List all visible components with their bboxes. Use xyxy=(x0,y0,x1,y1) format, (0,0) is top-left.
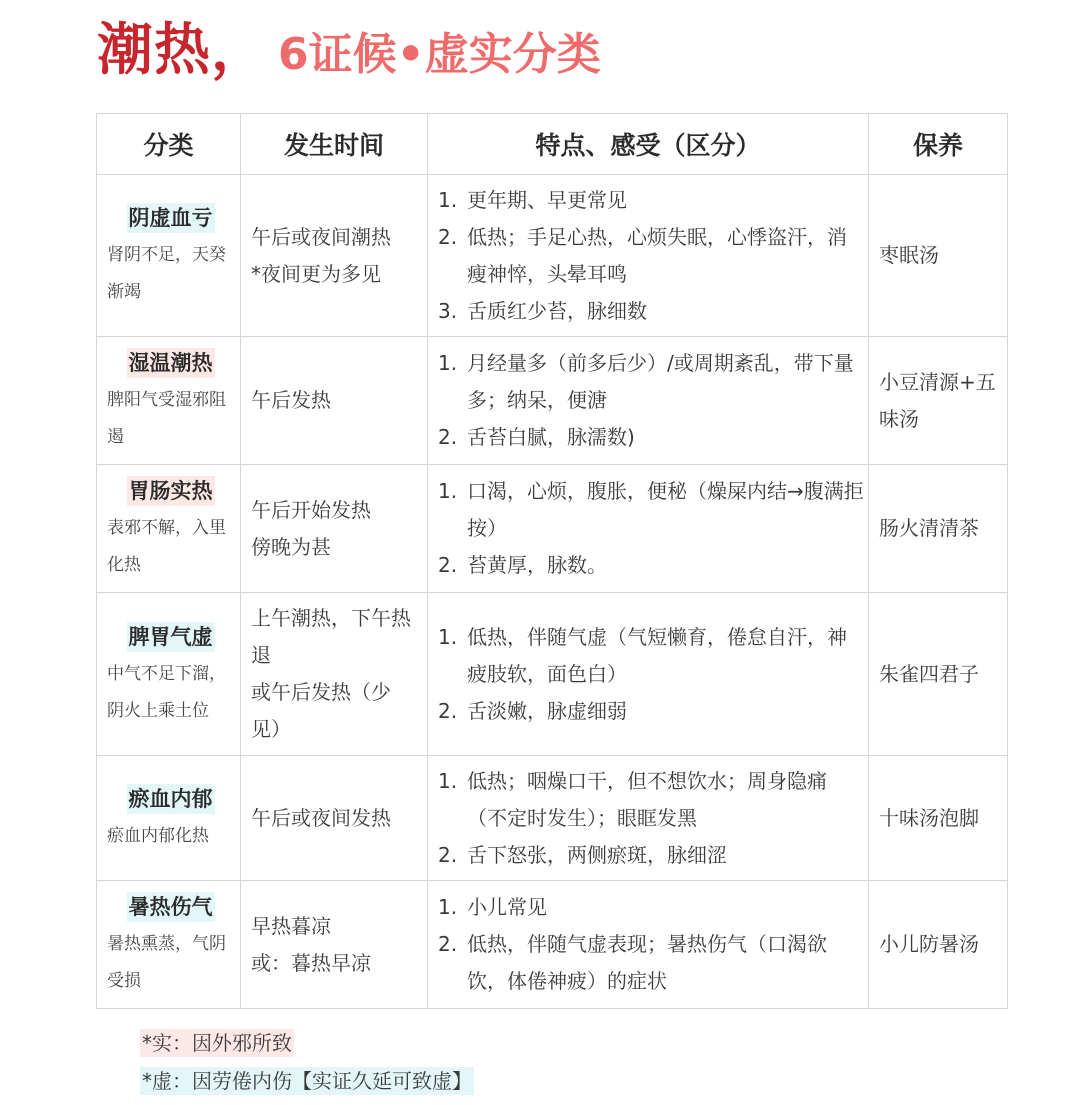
feature-text: 月经量多（前多后少）/或周期紊乱，带下量多；纳呆，便溏 xyxy=(467,351,854,412)
list-item xyxy=(438,619,864,693)
category-description: 瘀血内郁化热 xyxy=(107,826,209,846)
list-number: 2. xyxy=(438,698,458,723)
title-main: 潮热， xyxy=(97,18,268,83)
cell-care: 小豆清源+五味汤 xyxy=(869,337,1008,465)
cell-time xyxy=(241,881,428,1009)
list-item xyxy=(438,547,864,584)
feature-text: 小儿常见 xyxy=(467,895,547,919)
table-row xyxy=(97,756,1008,881)
list-number: 2. xyxy=(438,932,458,956)
cell-features xyxy=(428,756,869,881)
feature-text: 低热；咽燥口干，但不想饮水；周身隐痛（不定时发生）；眼眶发黑 xyxy=(467,768,827,830)
time-line: 或：暮热早凉 xyxy=(251,950,371,975)
features-list xyxy=(438,763,864,874)
list-item xyxy=(438,182,864,219)
list-item xyxy=(438,926,864,1000)
time-line: 午后发热 xyxy=(251,388,331,412)
cell-features xyxy=(428,593,869,756)
cell-category xyxy=(97,881,241,1009)
list-item xyxy=(438,219,864,293)
category-description: 表邪不解，入里化热 xyxy=(107,518,226,575)
table-row xyxy=(97,465,1008,593)
cell-time xyxy=(241,175,428,337)
list-number: 2. xyxy=(438,224,458,249)
features-list xyxy=(438,473,864,584)
table-row xyxy=(97,593,1008,756)
syndrome-table xyxy=(96,113,1008,1009)
list-item xyxy=(438,293,864,330)
title-subtitle: 6证候•虚实分类 xyxy=(278,29,601,80)
time-line: 上午潮热，下午热退 xyxy=(251,606,411,667)
list-number: 2. xyxy=(438,553,458,577)
feature-text: 苔黄厚，脉数。 xyxy=(467,553,607,577)
category-name: 脾胃气虚 xyxy=(127,622,215,652)
category-description: 暑热熏蒸，气阴受损 xyxy=(107,934,226,991)
cell-time xyxy=(241,593,428,756)
feature-text: 舌下怒张，两侧瘀斑，脉细涩 xyxy=(467,842,727,867)
feature-text: 舌苔白腻，脉濡数) xyxy=(467,425,635,449)
cell-time xyxy=(241,337,428,465)
category-name: 湿温潮热 xyxy=(127,348,215,378)
time-line: *夜间更为多见 xyxy=(251,261,381,286)
table-header-row xyxy=(97,114,1008,175)
list-item xyxy=(438,473,864,547)
table-row xyxy=(97,881,1008,1009)
category-name: 暑热伤气 xyxy=(127,892,215,922)
time-line: 午后开始发热 xyxy=(251,497,371,522)
features-list xyxy=(438,182,864,330)
category-name: 胃肠实热 xyxy=(127,476,215,506)
cell-features xyxy=(428,881,869,1009)
cell-category xyxy=(97,175,241,337)
list-item xyxy=(438,419,864,456)
list-number: 1. xyxy=(438,895,458,919)
time-line: 午后或夜间潮热 xyxy=(251,224,391,249)
cell-care: 朱雀四君子 xyxy=(869,593,1008,756)
header-care: 保养 xyxy=(869,114,1008,175)
table-body xyxy=(97,175,1008,1009)
table-row xyxy=(97,175,1008,337)
list-item xyxy=(438,345,864,419)
category-name: 瘀血内郁 xyxy=(127,784,215,814)
list-number: 2. xyxy=(438,425,458,449)
cell-category xyxy=(97,756,241,881)
cell-care: 小儿防暑汤 xyxy=(869,881,1008,1009)
table-row xyxy=(97,337,1008,465)
feature-text: 低热，伴随气虚表现；暑热伤气（口渴欲饮，体倦神疲）的症状 xyxy=(467,932,827,993)
list-number: 1. xyxy=(438,187,458,212)
list-number: 1. xyxy=(438,351,458,375)
category-description: 肾阴不足，天癸渐竭 xyxy=(107,245,226,302)
header-features: 特点、感受（区分） xyxy=(428,114,869,175)
cell-care: 肠火清清茶 xyxy=(869,465,1008,593)
feature-text: 舌质红少苔，脉细数 xyxy=(467,298,647,323)
page-title xyxy=(97,6,601,83)
category-description: 脾阳气受湿邪阻遏 xyxy=(107,390,226,447)
list-number: 1. xyxy=(438,479,458,503)
cell-time xyxy=(241,465,428,593)
category-description: 中气不足下溜，阴火上乘土位 xyxy=(107,663,226,721)
list-item xyxy=(438,693,864,730)
header-category: 分类 xyxy=(97,114,241,175)
category-name: 阴虚血亏 xyxy=(127,203,215,233)
feature-text: 口渴，心烦，腹胀，便秘（燥屎内结→腹满拒按） xyxy=(467,479,864,540)
header-time: 发生时间 xyxy=(241,114,428,175)
cell-category xyxy=(97,593,241,756)
list-item xyxy=(438,837,864,874)
list-item xyxy=(438,889,864,926)
features-list xyxy=(438,345,864,456)
cell-care: 枣眠汤 xyxy=(869,175,1008,337)
feature-text: 低热；手足心热，心烦失眠，心悸盗汗，消瘦神悴，头晕耳鸣 xyxy=(467,224,847,286)
list-number: 1. xyxy=(438,768,458,793)
cell-features xyxy=(428,175,869,337)
list-number: 1. xyxy=(438,624,458,649)
cell-category xyxy=(97,465,241,593)
feature-text: 舌淡嫩，脉虚细弱 xyxy=(467,698,627,723)
cell-category xyxy=(97,337,241,465)
time-line: 或午后发热（少见） xyxy=(251,680,391,741)
time-line: 午后或夜间发热 xyxy=(251,805,391,830)
list-number: 3. xyxy=(438,298,458,323)
features-list xyxy=(438,619,864,730)
cell-features xyxy=(428,337,869,465)
cell-time xyxy=(241,756,428,881)
list-item xyxy=(438,763,864,837)
feature-text: 更年期、早更常见 xyxy=(467,187,627,212)
cell-care: 十味汤泡脚 xyxy=(869,756,1008,881)
feature-text: 低热，伴随气虚（气短懒育，倦怠自汗，神疲肢软，面色白） xyxy=(467,624,847,686)
note-excess: *实：因外邪所致 xyxy=(142,1031,292,1055)
note-deficiency: *虚：因劳倦内伤【实证久延可致虚】 xyxy=(142,1069,472,1093)
features-list xyxy=(438,889,864,1000)
list-number: 2. xyxy=(438,842,458,867)
notes xyxy=(140,1029,474,1105)
time-line: 早热暮凉 xyxy=(251,913,331,938)
cell-features xyxy=(428,465,869,593)
time-line: 傍晚为甚 xyxy=(251,534,331,559)
